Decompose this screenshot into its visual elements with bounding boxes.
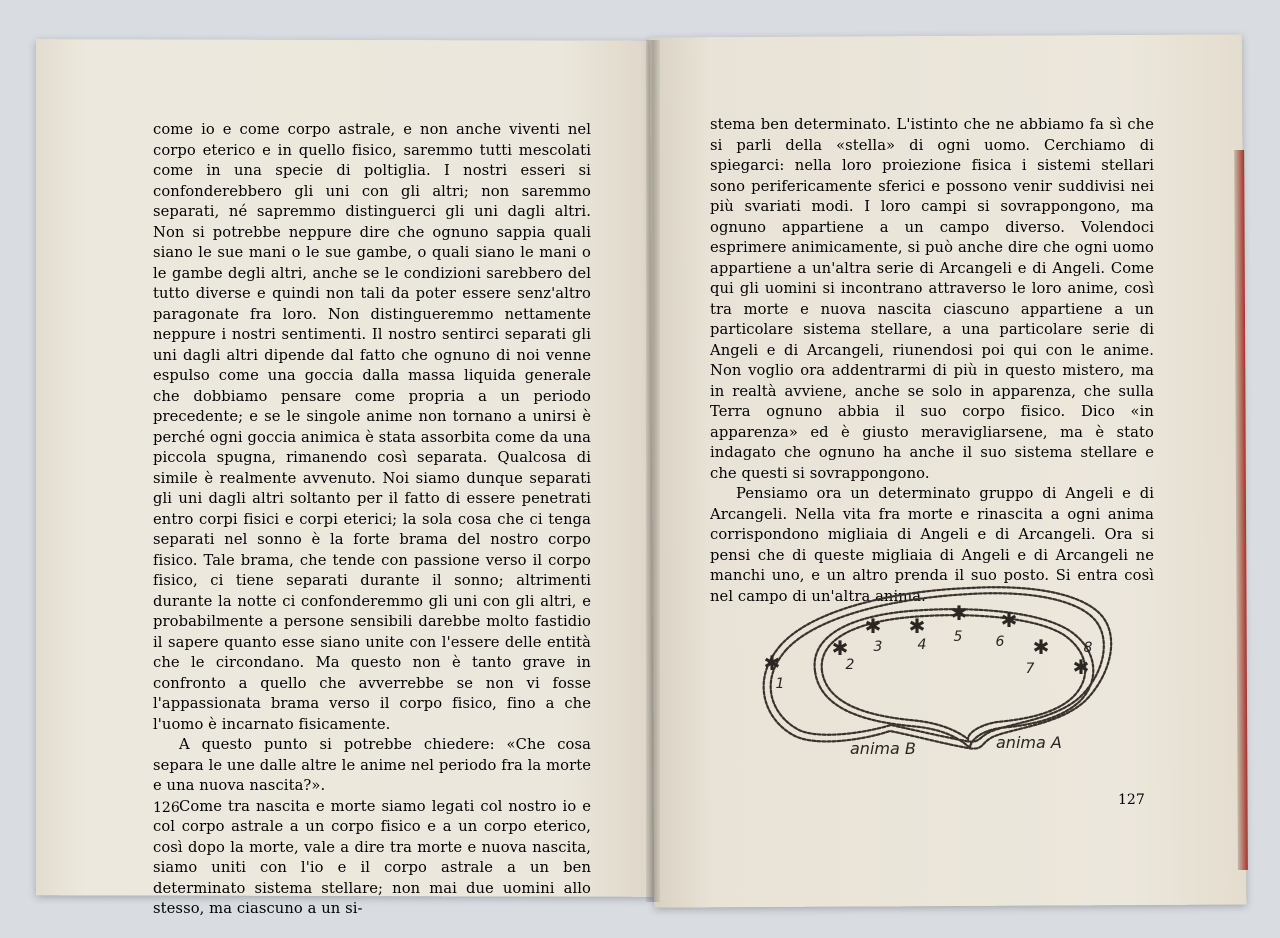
- star-7-icon: ✱: [1032, 635, 1050, 659]
- right-paragraph-1: stema ben determinato. L'istinto che ne abbiamo fa sì che si parli della «stella» di ogni uomo. Cerchiamo di spiegarci: nella loro proiezione fisica i sistemi stellari sono perifericamente sferici e possono venir suddivisi nei più svariati modi. I loro campi si sovrappongono, ma ognuno appartiene a un campo diverso. Volendoci esprimere animicamente, si può anche dire che ogni uomo appartiene a un'altra serie di Arcangeli e di Angeli. Come qui gli uomini si incontrano attraverso le loro anime, così tra morte e nuova nascita ciascuno appartiene a un particolare sistema stellare, a una particolare serie di Angeli e di Arcangeli, riunendosi poi qui con le anime. Non voglio ora addentrarmi di più in questo mistero, ma in realtà avviene, anche se solo in apparenza, che sulla Terra ognuno abbia il suo corpo fisico. Dico «in apparenza» ed è giusto meravigliarsene, ma è stato indagato che ognuno ha anche il suo sistema stellare e che questi si sovrappongono.: [710, 116, 1154, 482]
- soul-star-diagram: [740, 576, 1130, 776]
- soul-b-label: anima B: [850, 739, 916, 758]
- star-number-1: 1: [775, 676, 785, 692]
- star-number-2: 2: [845, 657, 855, 673]
- left-paragraph-1: come io e come corpo astrale, e non anche viventi nel corpo eterico e in quello fisico, saremmo tutti mescolati come in una specie di poltiglia. I nostri esseri si confonderebbero gli uni con gli altri; non saremmo separati, né sapremmo distinguerci gli uni dagli altri. Non si potrebbe neppure dire che ognuno sappia quali siano le sue mani o le sue gambe, o quali siano le mani o le gambe degli altri, anche se le condizioni sarebbero del tutto diverse e quindi non tali da poter essere senz'altro paragonate fra loro. Non distingueremmo nettamente neppure i nostri sentimenti. Il nostro sentirci separati gli uni dagli altri dipende dal fatto che ognuno di noi venne espulso come una goccia dalla massa liquida generale che dobbiamo pensare come propria a un periodo precedente; e se le singole anime non tornano a unirsi è perché ogni goccia animica è stata assorbita come da una piccola spugna, rimanendo così separata. Qualcosa di simile è realmente avvenuto. Noi siamo dunque separati gli uni dagli altri soltanto per il fatto di essere penetrati entro corpi fisici e corpi eterici; la sola cosa che ci tenga separati nel sonno è la forte brama del nostro corpo fisico. Tale brama, che tende con passione verso il corpo fisico, ci tiene separati durante il sonno; altrimenti durante la notte ci confonderemmo gli uni con gli altri, e probabilmente a persone sensibili darebbe molto fastidio il sapere quanto esse siano unite con l'essere delle entità che le circondano. Ma questo non è tanto grave in confronto a quello che avverrebbe se non vi fosse l'appassionata brama verso il corpo fisico, fino a che l'uomo è incarnato fisicamente.: [153, 121, 591, 733]
- star-number-5: 5: [953, 629, 963, 645]
- left-page-number: 126: [153, 800, 180, 816]
- star-number-4: 4: [917, 637, 927, 653]
- left-paragraph-2: A questo punto si potrebbe chiedere: «Che cosa separa le une dalle altre le anime nel periodo fra la morte e una nuova nascita?».: [153, 736, 591, 794]
- star-number-7: 7: [1025, 661, 1035, 677]
- star-8-icon: ✱: [1072, 655, 1090, 679]
- star-1-icon: ✱: [763, 651, 781, 675]
- star-3-icon: ✱: [864, 614, 882, 638]
- star-6-icon: ✱: [1000, 608, 1018, 632]
- right-page-number: 127: [1118, 792, 1145, 808]
- right-paragraph-2: Pensiamo ora un determinato gruppo di Angeli e di Arcangeli. Nella vita fra morte e rinascita a ogni anima corrispondono migliaia di Angeli e di Arcangeli. Ora si pensi che di queste migliaia di Angeli e di Arcangeli ne manchi uno, e un altro prenda il suo posto. Si entra così nel campo di un'altra anima.: [710, 485, 1154, 605]
- soul-a-label: anima A: [996, 733, 1062, 752]
- star-number-3: 3: [873, 639, 883, 655]
- right-page-text: [710, 115, 1154, 607]
- left-page-text: [153, 120, 591, 920]
- star-number-8: 8: [1083, 640, 1093, 656]
- diagram-svg: [740, 576, 1130, 776]
- book-gutter: [646, 40, 660, 902]
- star-2-icon: ✱: [831, 636, 849, 660]
- star-4-icon: ✱: [908, 614, 926, 638]
- star-5-icon: ✱: [950, 601, 968, 625]
- star-number-6: 6: [995, 634, 1005, 650]
- left-paragraph-3: Come tra nascita e morte siamo legati col nostro io e col corpo astrale a un corpo fisico e a un corpo eterico, così dopo la morte, vale a dire tra morte e nuova nascita, siamo uniti con l'io e il corpo astrale a un ben determinato sistema stellare; non mai due uomini allo stesso, ma ciascuno a un si-: [153, 797, 591, 917]
